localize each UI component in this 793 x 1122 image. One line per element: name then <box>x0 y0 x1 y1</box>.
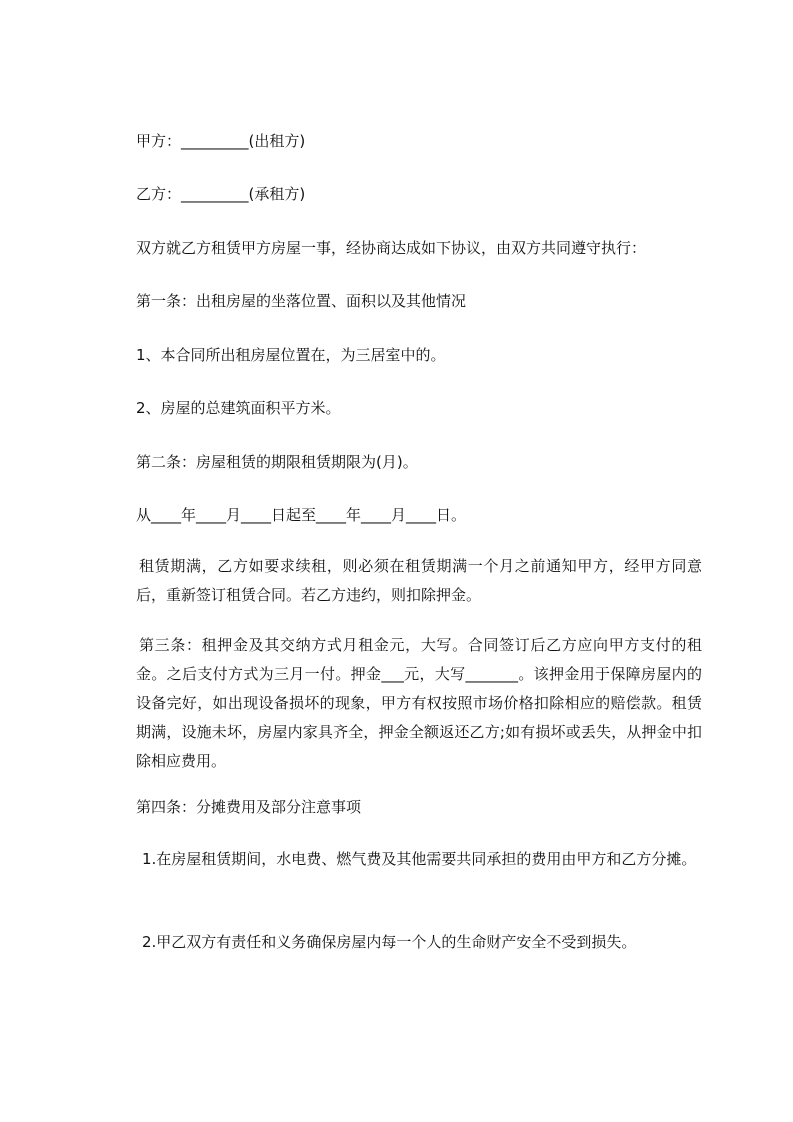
article-4-item-1: 1.在房屋租赁期间，水电费、燃气费及其他需要共同承担的费用由甲方和乙方分摊。 <box>142 850 697 868</box>
party-a-line: 甲方：_________(出租方) <box>136 132 306 150</box>
renewal-paragraph: 租赁期满，乙方如要求续租，则必须在租赁期满一个月之前通知甲方，经甲方同意后，重新签订租赁合同。若乙方违约，则扣除押金。 <box>136 557 702 604</box>
article-1-item-2: 2、房屋的总建筑面积平方米。 <box>136 399 341 417</box>
article-1-title: 第一条：出租房屋的坐落位置、面积以及其他情况 <box>136 292 467 310</box>
article-1-item-1: 1、本合同所出租房屋位置在，为三居室中的。 <box>136 346 446 364</box>
article-4-item-2: 2.甲乙双方有责任和义务确保房屋内每一个人的生命财产安全不受到损失。 <box>142 933 637 951</box>
party-b-line: 乙方：_________(承租方) <box>136 185 306 203</box>
article-2-period: 从____年____月____日起至____年____月____日。 <box>136 506 467 524</box>
article-3-paragraph: 第三条：租押金及其交纳方式月租金元，大写。合同签订后乙方应向甲方支付的租金。之后支付方式为三月一付。押金___元，大写_______。该押金用于保障房屋内的设备完好，如出现设备损坏的现象，甲方有权按照市场价格扣除相应的赔偿款。租赁期满，设施未坏，房屋内家具齐全，押金全额返还乙方;如有损坏或丢失，从押金中扣除相应费用。 <box>136 636 702 770</box>
article-4-title: 第四条：分摊费用及部分注意事项 <box>136 798 362 816</box>
article-2-title: 第二条：房屋租赁的期限租赁期限为(月)。 <box>136 453 418 471</box>
intro-paragraph: 双方就乙方租赁甲方房屋一事，经协商达成如下协议，由双方共同遵守执行： <box>136 239 647 257</box>
